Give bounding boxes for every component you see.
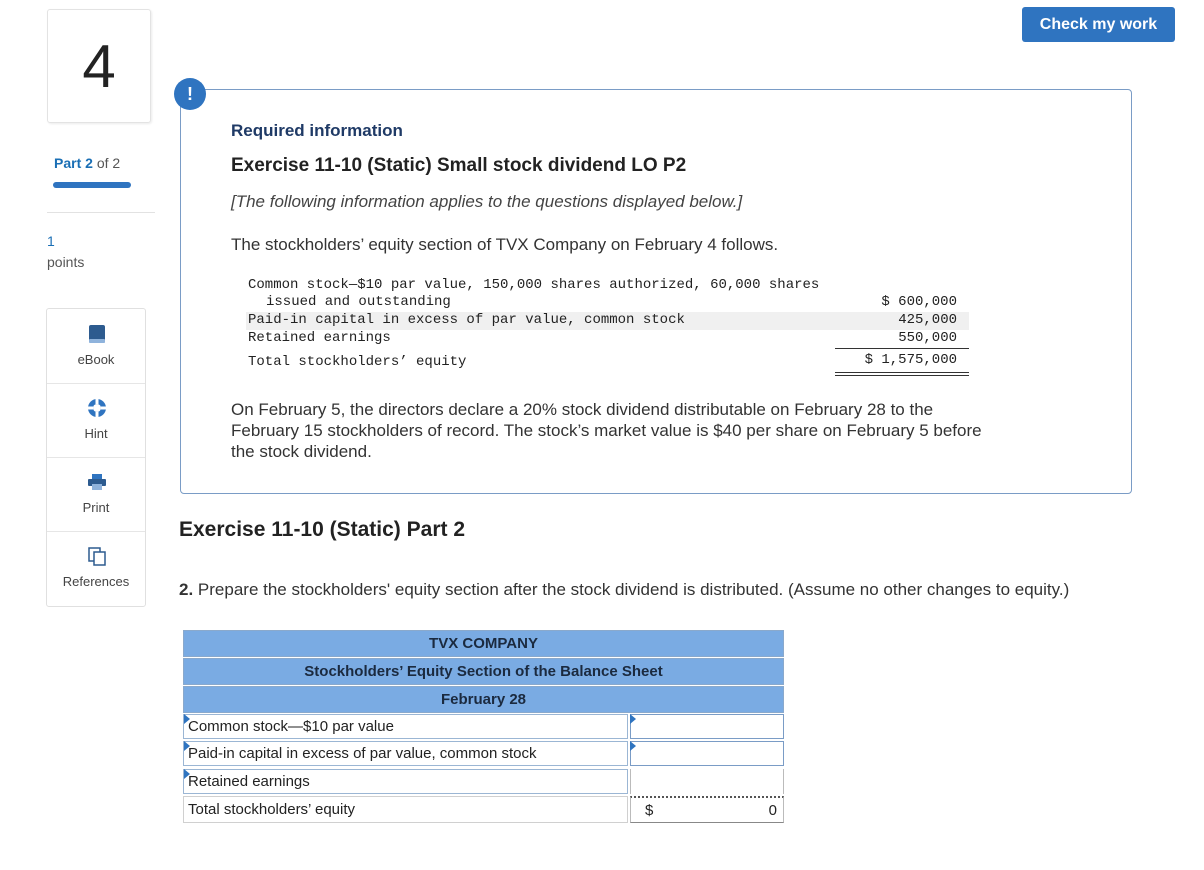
- lifebuoy-icon: [86, 397, 108, 419]
- part-total: of 2: [96, 155, 121, 171]
- points-value: 1: [47, 233, 55, 249]
- equity-row3-amount: 550,000: [898, 330, 957, 346]
- hint-label: Hint: [84, 426, 108, 441]
- worksheet-statement-title: Stockholders’ Equity Section of the Balance Sheet: [183, 658, 784, 685]
- dividend-paragraph-line1: On February 5, the directors declare a 20% stock dividend distributable on February 28 to the: [231, 400, 934, 419]
- total-currency: $: [645, 802, 654, 819]
- ebook-button[interactable]: [47, 309, 145, 384]
- worksheet-company: TVX COMPANY: [183, 630, 784, 657]
- print-label: Print: [82, 500, 110, 515]
- print-button[interactable]: [47, 457, 145, 532]
- printer-icon: [86, 471, 108, 493]
- points-label: points: [47, 254, 85, 270]
- ebook-label: eBook: [77, 352, 115, 367]
- total-equity-cell: [630, 796, 784, 823]
- info-note: [The following information applies to the questions displayed below.]: [231, 192, 743, 211]
- dropdown-marker-icon: [184, 741, 190, 751]
- retained-earnings-amount-input[interactable]: [630, 769, 784, 794]
- part-indicator: [54, 155, 120, 171]
- equity-subtotal-rule: [835, 348, 969, 349]
- dividend-paragraph-line3: the stock dividend.: [231, 442, 372, 461]
- dropdown-marker-icon: [184, 769, 190, 779]
- part-current: 2: [85, 155, 93, 171]
- common-stock-amount-input[interactable]: [630, 714, 784, 739]
- copy-icon: [86, 545, 108, 567]
- equity-total-amount: $ 1,575,000: [864, 352, 957, 368]
- equity-row1-label-line2: issued and outstanding: [266, 294, 451, 310]
- check-my-work-button[interactable]: Check my work: [1022, 7, 1175, 42]
- worksheet-row-label[interactable]: Paid-in capital in excess of par value, common stock: [183, 741, 628, 766]
- equity-row3-label: Retained earnings: [248, 330, 391, 346]
- part2-question: [179, 580, 1069, 600]
- hint-button[interactable]: [47, 383, 145, 458]
- question-number-label: 2.: [179, 580, 194, 599]
- part-prefix: Part: [54, 155, 82, 171]
- equity-row2-label: Paid-in capital in excess of par value, common stock: [248, 312, 685, 328]
- total-value: 0: [768, 802, 777, 819]
- paid-in-capital-amount-input[interactable]: [630, 741, 784, 766]
- alert-icon: !: [174, 78, 206, 110]
- references-label: References: [62, 574, 130, 589]
- exercise-title: Exercise 11-10 (Static) Small stock dividend LO P2: [231, 155, 687, 176]
- intro-text: The stockholders’ equity section of TVX Company on February 4 follows.: [231, 235, 779, 254]
- part2-title: Exercise 11-10 (Static) Part 2: [179, 518, 466, 541]
- required-info-heading: Required information: [231, 121, 403, 140]
- equity-total-rule-1: [835, 372, 969, 373]
- dropdown-marker-icon: [630, 741, 636, 751]
- worksheet-total-label: Total stockholders’ equity: [183, 796, 628, 823]
- equity-row1-label-line1: Common stock—$10 par value, 150,000 shares authorized, 60,000 shares: [248, 277, 820, 293]
- equity-row1-amount: $ 600,000: [881, 294, 957, 310]
- dropdown-marker-icon: [184, 714, 190, 724]
- part-progress-bar: [53, 182, 131, 188]
- question-number: 4: [47, 9, 151, 123]
- equity-total-label: Total stockholders’ equity: [248, 354, 467, 370]
- worksheet-row-label[interactable]: Retained earnings: [183, 769, 628, 794]
- worksheet-row-label[interactable]: Common stock—$10 par value: [183, 714, 628, 739]
- dividend-paragraph-line2: February 15 stockholders of record. The stock’s market value is $40 per share on February 5 before: [231, 421, 982, 440]
- book-icon: [86, 323, 108, 345]
- equity-row2-amount: 425,000: [898, 312, 957, 328]
- worksheet-date: February 28: [183, 686, 784, 713]
- sidebar-divider: [47, 212, 155, 213]
- question-text: Prepare the stockholders' equity section after the stock dividend is distributed. (Assume no other changes to equity.): [197, 580, 1070, 599]
- dropdown-marker-icon: [630, 714, 636, 724]
- tool-panel: [46, 308, 146, 607]
- equity-total-rule-2: [835, 375, 969, 376]
- references-button[interactable]: [47, 531, 145, 605]
